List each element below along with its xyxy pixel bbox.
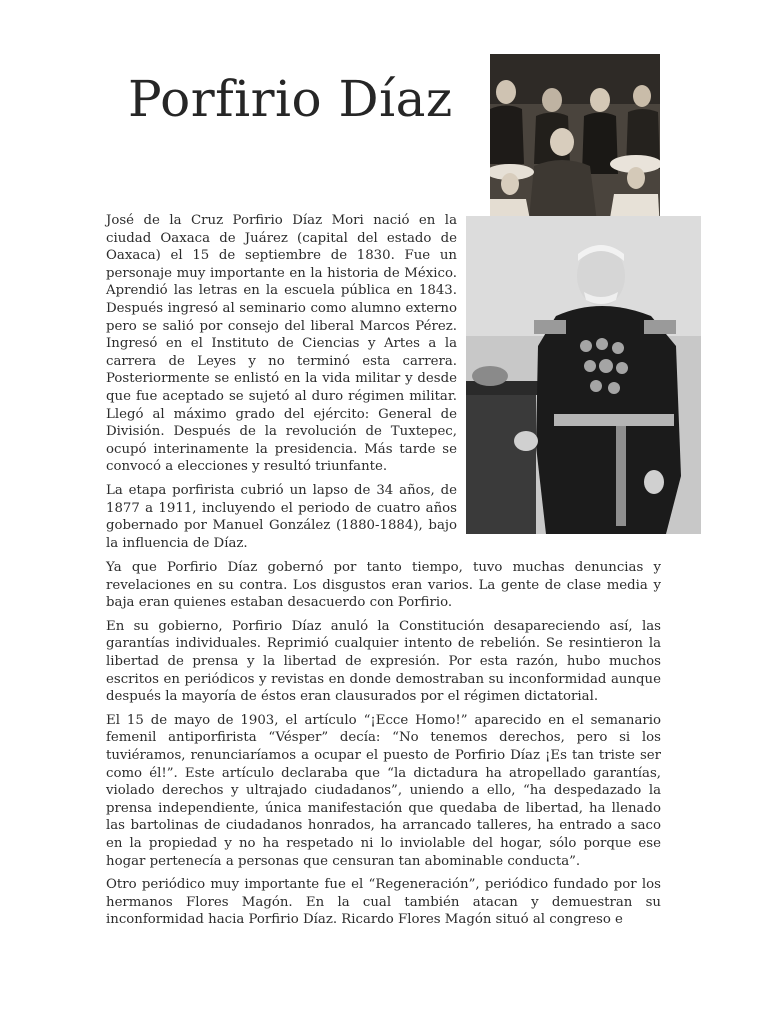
paragraph-biography: José de la Cruz Porfirio Díaz Mori nació en la ciudad Oaxaca de Juárez (capital del estado de Oaxaca) el 15 de septiembre de 1830. Fue un personaje muy importante en la historia de México. Aprendió las letras en la escuela pública en 1843. Después ingresó al seminario como alumno externo pero se salió por consejo del liberal Marcos Pérez. Ingresó en el Instituto de Ciencias y Artes a la carrera de Leyes y no terminó esta carrera. Posteriormente se enlistó en la vida militar y desde que fue aceptado se sujetó al duro régimen militar. Llegó al máximo grado del ejército: General de División. Después de la revolución de Tuxtepec, ocupó interinamente la presidencia. Más tarde se convocó a elecciones y resultó triunfante. [106,213,457,475]
page-title: Porfirio Díaz [128,70,453,128]
portrait-photo [466,216,701,534]
paragraph-ecce-homo: El 15 de mayo de 1903, el artículo “¡Ecce Homo!” aparecido en el semanario femenil antiporfirista “Vésper” decía: “No tenemos derechos, pero si los tuviéramos, renunciaríamos a ocupar el puesto de Porfirio Díaz ¡Es tan triste ser como él!”. Este artículo declaraba que “la dictadura ha atropellado garantías, violado derechos y ultrajado ciudadanos”, uniendo a ello, “ha despedazado la prensa independiente, única manifestación que quedaba de libertad, ha llenado las bartolinas de ciudadanos honrados, ha arrancado talleres, ha entrado a saco en la propiedad y no ha respetado ni lo inviolable del hogar, sólo porque ese hogar pertenecía a personas que censuran tan abominable conducta”. [106,712,661,869]
paragraph-denuncias: Ya que Porfirio Díaz gobernó por tanto tiempo, tuvo muchas denuncias y revelaciones en su contra. Los disgustos eran varios. La gente de clase media y baja eran quienes estaban desacuerdo con Porfirio. [106,560,661,611]
paragraph-regeneracion: Otro periódico muy importante fue el “Regeneración”, periódico fundado por los hermanos Flores Magón. En la cual también atacan y demuestran su inconformidad hacia Porfirio Díaz. Ricardo Flores Magón situó al congreso e [106,877,661,928]
body-column [106,559,661,935]
paragraph-gobierno: En su gobierno, Porfirio Díaz anuló la Constitución desapareciendo así, las garantías individuales. Reprimió cualquier intento de rebelión. Se resintieron la libertad de prensa y la libertad de expresión. Por esta razón, hubo muchos escritos en periódicos y revistas en donde demostraban su inconformidad aunque después la mayoría de éstos eran clausurados por el régimen dictatorial. [106,618,661,705]
intro-column [106,212,457,558]
group-photo [490,54,660,230]
paragraph-porfiriato: La etapa porfirista cubrió un lapso de 34 años, de 1877 a 1911, incluyendo el periodo de cuatro años gobernado por Manuel González (1880-1884), bajo la influencia de Díaz. [106,482,457,551]
